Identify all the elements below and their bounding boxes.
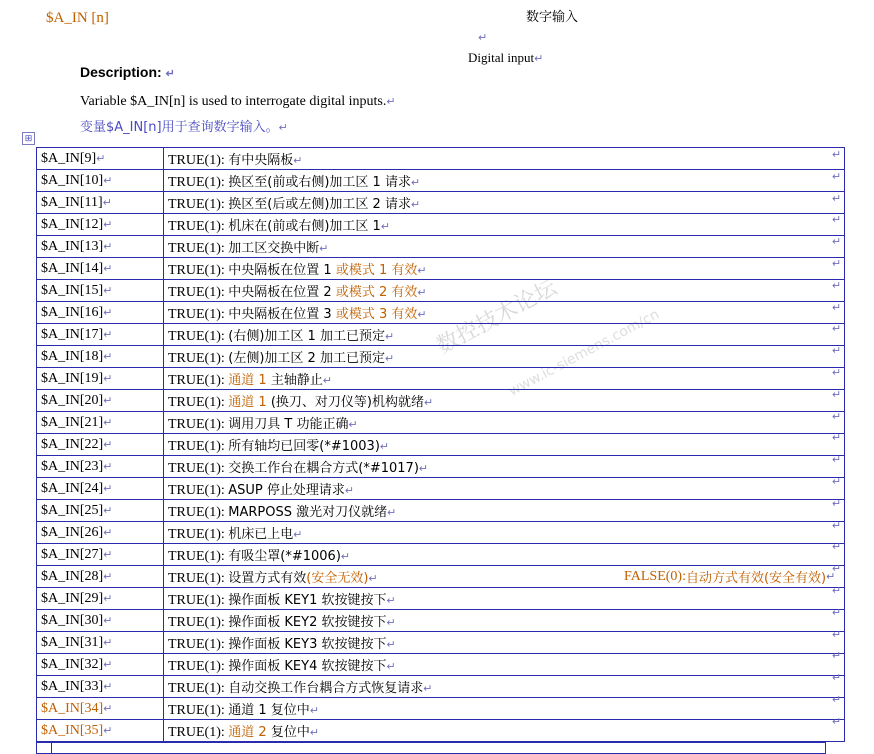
description-text: 中央隔板在位置 3 [228,306,336,322]
pilcrow-mark: ↵ [832,694,842,706]
description-cell [164,566,845,588]
table-row [37,566,845,588]
pilcrow-mark: ↵ [832,672,842,685]
variable-name-cell [37,390,164,412]
description-cell [164,214,845,236]
false-description-text: 自动方式有效 [685,571,764,586]
variable-name: $A_IN[20] [41,392,104,408]
description-cell [164,610,845,632]
table-row [37,588,845,610]
pilcrow-mark: ↵ [384,330,395,343]
true-label: TRUE(1): [168,548,229,564]
variable-name-cell [37,170,164,192]
true-label: TRUE(1): [168,614,229,630]
pilcrow-mark: ↵ [832,149,842,161]
true-label: TRUE(1): [168,284,229,300]
pilcrow-mark: ↵ [103,416,113,429]
description-cell [164,544,845,566]
description-cell [164,302,845,324]
description-text: 机床在(前或右侧)加工区 1 [228,218,381,234]
pilcrow-mark: ↵ [103,592,113,605]
watermark-text: 数控技术论坛 [432,275,562,360]
pilcrow-mark: ↵ [832,236,842,249]
variable-name: $A_IN[19] [41,370,104,386]
table-row [37,148,845,170]
table-row [37,346,845,368]
table-row [37,610,845,632]
description-cell [164,390,845,412]
description-text: 操作面板 KEY1 软按键按下 [228,592,387,608]
pilcrow-mark: ↵ [478,31,488,44]
description-text: 换区至(前或右侧)加工区 1 请求 [228,174,411,190]
variable-name-cell [37,478,164,500]
pilcrow-mark: ↵ [832,476,842,488]
false-label: FALSE(0): [624,568,686,584]
table-row [37,720,845,742]
table-row [37,236,845,258]
variable-name: $A_IN[13] [41,238,104,254]
pilcrow-mark: ↵ [832,345,842,358]
pilcrow-mark: ↵ [103,680,113,693]
pilcrow-mark: ↵ [103,460,113,473]
description-text: 所有轴均已回零(*#1003) [228,438,380,454]
variable-name: $A_IN[21] [41,414,104,430]
pilcrow-mark: ↵ [278,122,288,134]
true-label: TRUE(1): [168,152,229,168]
pilcrow-mark: ↵ [832,650,842,663]
pilcrow-mark: ↵ [417,286,427,299]
description-text: 中央隔板在位置 2 [228,284,336,300]
table-row [37,478,845,500]
pilcrow-mark: ↵ [826,571,836,583]
description-highlight: 通道 1 [228,372,271,388]
variable-name: $A_IN[31] [41,634,104,650]
description-cell [164,412,845,434]
description-text: (右侧)加工区 1 加工已预定 [228,328,385,344]
pilcrow-mark: ↵ [387,506,397,519]
true-label: TRUE(1): [168,306,229,322]
description-cell [164,368,845,390]
pilcrow-mark: ↵ [832,715,842,728]
description-text: 加工区交换中断 [228,240,320,256]
pilcrow-mark: ↵ [103,658,113,671]
footer-marker-box [36,742,52,754]
pilcrow-mark: ↵ [384,352,395,365]
description-cell [164,280,845,302]
variable-name: $A_IN[14] [41,260,104,276]
true-label: TRUE(1): [168,394,229,410]
pilcrow-mark: ↵ [103,284,113,297]
pilcrow-mark: ↵ [103,350,113,363]
pilcrow-mark: ↵ [380,220,391,233]
true-label: TRUE(1): [168,438,229,454]
pilcrow-mark: ↵ [832,170,842,183]
pilcrow-mark: ↵ [103,306,113,319]
variable-name-cell [37,456,164,478]
pilcrow-mark: ↵ [832,606,842,619]
pilcrow-mark: ↵ [423,396,434,409]
pilcrow-mark: ↵ [386,594,396,607]
table-row [37,522,845,544]
pilcrow-mark: ↵ [534,53,544,65]
pilcrow-mark: ↵ [423,682,433,695]
description-cell [164,236,845,258]
description-cell [164,500,845,522]
description-cell [164,632,845,654]
description-alt-mode: 或模式 1 有效 [335,262,418,278]
description-text: 设置方式有效 [228,570,307,586]
variable-name: $A_IN[18] [41,348,104,364]
table-row [37,368,845,390]
table-row [37,302,845,324]
true-label: TRUE(1): [168,350,229,366]
description-text: 有中央隔板 [228,152,294,168]
pilcrow-mark: ↵ [418,462,429,475]
pilcrow-mark: ↵ [103,570,113,583]
description-heading: Description: ↵ [80,64,175,80]
variable-name: $A_IN[25] [41,502,104,518]
variable-name-cell [37,280,164,302]
variable-name-cell [37,412,164,434]
description-text: 交换工作台在耦合方式(*#1017) [228,460,419,476]
pilcrow-mark: ↵ [103,724,113,737]
pilcrow-mark: ↵ [103,174,113,187]
table-row [37,698,845,720]
variable-name-cell [37,676,164,698]
true-label: TRUE(1): [168,482,229,498]
variable-name: $A_IN[11] [41,194,103,210]
description-text: 中央隔板在位置 1 [228,262,336,278]
pilcrow-mark: ↵ [103,482,113,495]
pilcrow-mark: ↵ [103,328,113,341]
pilcrow-mark: ↵ [165,68,175,80]
true-label: TRUE(1): [168,240,229,256]
pilcrow-mark: ↵ [832,323,842,336]
pilcrow-mark: ↵ [293,528,303,541]
variable-name: $A_IN[12] [41,216,104,232]
pilcrow-mark: ↵ [379,440,390,453]
pilcrow-mark: ↵ [309,726,320,739]
true-label: TRUE(1): [168,196,229,212]
pilcrow-mark: ↵ [832,367,842,379]
description-alt-mode: 或模式 2 有效 [335,284,418,300]
variable-name: $A_IN[28] [41,568,104,584]
true-label: TRUE(1): [168,592,229,608]
variable-name-cell [37,346,164,368]
variable-name: $A_IN[23] [41,458,104,474]
pilcrow-mark: ↵ [103,702,113,715]
variable-name-cell [37,434,164,456]
table-row [37,500,845,522]
pilcrow-mark: ↵ [319,242,329,255]
description-text: MARPOSS 激光对刀仪就绪 [228,504,388,520]
description-cell [164,522,845,544]
true-label: TRUE(1): [168,724,229,740]
pilcrow-mark: ↵ [386,616,396,629]
table-row [37,192,845,214]
description-english: Variable $A_IN[n] is used to interrogate digital inputs.↵ [80,94,396,109]
description-text: 操作面板 KEY4 软按键按下 [228,658,387,674]
table-row [37,412,845,434]
description-text: 通道 1 复位中 [228,702,310,718]
variable-name-cell [37,698,164,720]
variable-name: $A_IN[32] [41,656,104,672]
description-cell [164,720,845,742]
variable-name: $A_IN[27] [41,546,104,562]
pilcrow-mark: ↵ [103,218,113,231]
digital-input-table [36,147,845,742]
pilcrow-mark: ↵ [103,526,113,539]
page-title: $A_IN [n] [46,10,109,26]
variable-name: $A_IN[34] [41,700,104,716]
variable-name-cell [37,368,164,390]
pilcrow-mark: ↵ [322,374,333,387]
variable-name-cell [37,258,164,280]
description-text-tail: (换刀、对刀仪等)机构就绪 [270,394,424,410]
header-center-chinese: 数字输入 ↵ [478,10,579,44]
pilcrow-mark: ↵ [417,308,427,321]
description-text: 操作面板 KEY3 软按键按下 [228,636,387,652]
variable-name-cell [37,654,164,676]
description-cell [164,434,845,456]
pilcrow-mark: ↵ [103,262,113,275]
pilcrow-mark: ↵ [103,614,113,627]
true-label: TRUE(1): [168,570,229,586]
pilcrow-mark: ↵ [368,572,378,585]
pilcrow-mark: ↵ [96,152,106,165]
variable-name-cell [37,566,164,588]
pilcrow-mark: ↵ [832,563,842,576]
pilcrow-mark: ↵ [417,264,427,277]
pilcrow-mark: ↵ [832,497,842,510]
table-row [37,390,845,412]
description-cell [164,192,845,214]
description-highlight: 通道 2 [228,724,271,740]
description-cell [164,148,845,170]
table-row [37,324,845,346]
true-label: TRUE(1): [168,416,229,432]
pilcrow-mark: ↵ [102,196,112,209]
variable-name-cell [37,610,164,632]
pilcrow-mark: ↵ [386,660,396,673]
pilcrow-mark: ↵ [103,548,113,561]
watermark-url: www.ic-siemens.com/cn [506,306,662,400]
variable-name-cell [37,324,164,346]
variable-name: $A_IN[24] [41,480,104,496]
pilcrow-mark: ↵ [103,636,113,649]
pilcrow-mark: ↵ [832,388,842,401]
variable-name-cell [37,544,164,566]
description-chinese: 变量$A_IN[n]用于查询数字输入。↵ [80,120,288,135]
pilcrow-mark: ↵ [832,301,842,314]
true-label: TRUE(1): [168,218,229,234]
header-center-english: Digital input↵ [468,50,544,65]
table-row [37,544,845,566]
true-label: TRUE(1): [168,328,229,344]
variable-name-cell [37,632,164,654]
footer-marker-line [52,742,826,754]
table-row [37,676,845,698]
table-row [37,456,845,478]
variable-name: $A_IN[9] [41,150,97,166]
pilcrow-mark: ↵ [832,410,842,423]
pilcrow-mark: ↵ [410,198,421,211]
table-row [37,434,845,456]
variable-name-cell [37,148,164,170]
pilcrow-mark: ↵ [293,154,303,167]
pilcrow-mark: ↵ [309,704,320,717]
pilcrow-mark: ↵ [103,394,113,407]
variable-name: $A_IN[30] [41,612,104,628]
description-cell [164,676,845,698]
variable-name-cell [37,588,164,610]
description-text-tail: 复位中 [270,724,310,740]
true-label: TRUE(1): [168,702,229,718]
variable-name: $A_IN[10] [41,172,104,188]
description-cell [164,324,845,346]
variable-name: $A_IN[35] [41,722,104,738]
variable-name: $A_IN[15] [41,282,104,298]
true-label: TRUE(1): [168,658,229,674]
pilcrow-mark: ↵ [832,541,842,554]
description-alt-mode: 或模式 3 有效 [335,306,418,322]
pilcrow-mark: ↵ [832,432,842,445]
pilcrow-mark: ↵ [103,504,113,517]
false-condition [624,566,835,587]
pilcrow-mark: ↵ [410,176,421,189]
true-label: TRUE(1): [168,526,229,542]
variable-name-cell [37,500,164,522]
description-cell [164,170,845,192]
description-text: 机床已上电 [228,526,294,542]
description-cell [164,258,845,280]
description-text: 换区至(后或左侧)加工区 2 请求 [228,196,411,212]
table-row [37,654,845,676]
description-text: ASUP 停止处理请求 [228,482,345,498]
true-label: TRUE(1): [168,680,229,696]
pilcrow-mark: ↵ [348,418,358,431]
description-text: 调用刀具 T 功能正确 [228,416,349,432]
variable-name: $A_IN[26] [41,524,104,540]
variable-name: $A_IN[17] [41,326,104,342]
true-label: TRUE(1): [168,504,229,520]
variable-name-cell [37,192,164,214]
variable-name-cell [37,214,164,236]
description-note: (安全无效) [306,570,369,586]
pilcrow-mark: ↵ [832,258,842,270]
description-cell [164,588,845,610]
true-label: TRUE(1): [168,460,229,476]
pilcrow-mark: ↵ [832,519,842,532]
table-row [37,258,845,280]
header-center [430,8,730,69]
true-label: TRUE(1): [168,262,229,278]
description-text: 自动交换工作台耦合方式恢复请求 [228,680,424,696]
true-label: TRUE(1): [168,372,229,388]
true-label: TRUE(1): [168,174,229,190]
table-row [37,632,845,654]
variable-name-cell [37,522,164,544]
description-cell [164,346,845,368]
description-text-tail: 主轴静止 [270,372,323,388]
pilcrow-mark: ↵ [386,638,396,651]
description-text: 操作面板 KEY2 软按键按下 [228,614,387,630]
variable-name-cell [37,236,164,258]
pilcrow-mark: ↵ [832,214,842,227]
false-description-note: (安全有效) [763,571,827,586]
variable-name: $A_IN[29] [41,590,104,606]
pilcrow-mark: ↵ [103,438,113,451]
pilcrow-mark: ↵ [344,484,355,497]
variable-name: $A_IN[33] [41,678,104,694]
pilcrow-mark: ↵ [103,372,113,385]
table-row [37,214,845,236]
variable-name-cell [37,720,164,742]
description-cell [164,698,845,720]
description-cell [164,456,845,478]
pilcrow-mark: ↵ [832,279,842,292]
description-cell [164,478,845,500]
table-move-handle[interactable]: ⊞ [22,132,35,145]
pilcrow-mark: ↵ [832,628,842,641]
pilcrow-mark: ↵ [832,585,842,597]
description-cell [164,654,845,676]
description-text: 有吸尘罩(*#1006) [228,548,341,564]
description-text: (左侧)加工区 2 加工已预定 [228,350,385,366]
pilcrow-mark: ↵ [340,550,351,563]
pilcrow-mark: ↵ [386,96,396,108]
variable-name: $A_IN[16] [41,304,104,320]
table-row [37,170,845,192]
table-row [37,280,845,302]
pilcrow-mark: ↵ [103,240,113,253]
description-highlight: 通道 1 [228,394,271,410]
true-label: TRUE(1): [168,636,229,652]
pilcrow-mark: ↵ [832,454,842,467]
variable-name: $A_IN[22] [41,436,104,452]
pilcrow-mark: ↵ [832,192,842,205]
variable-name-cell [37,302,164,324]
